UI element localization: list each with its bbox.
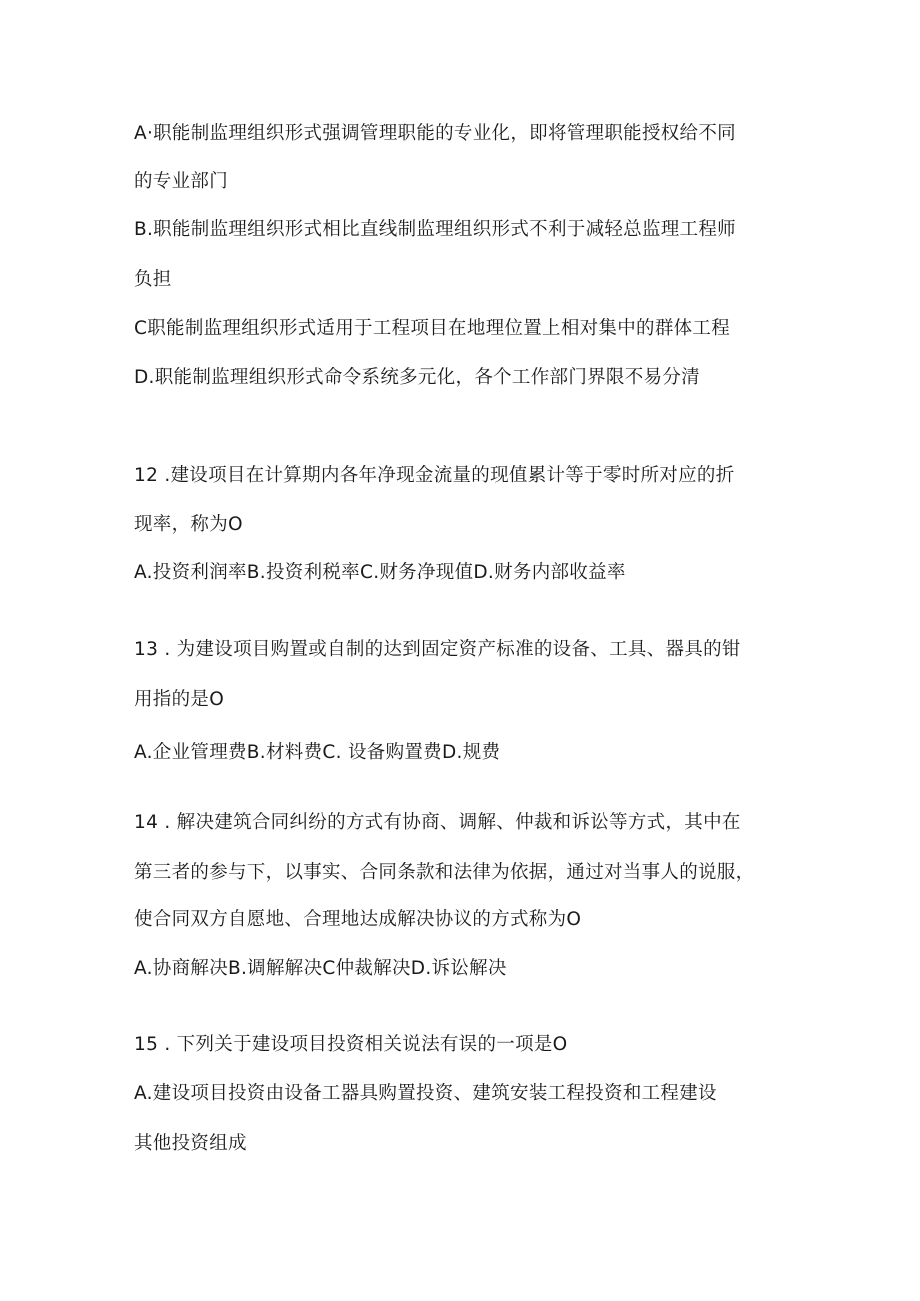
option-b-line-2: 负担: [134, 269, 172, 290]
option-b-line-1: B.职能制监理组织形式相比直线制监理组织形式不利于减轻总监理工程师: [134, 219, 736, 240]
question-12-line-1: 12 .建设项目在计算期内各年净现金流量的现值累计等于零时所对应的折: [134, 465, 735, 486]
option-c-line: C职能制监理组织形式适用于工程项目在地理位置上相对集中的群体工程: [134, 318, 731, 339]
option-a-line-2: 的专业部门: [134, 171, 229, 192]
question-15-option-a-line-2: 其他投资组成: [134, 1133, 247, 1154]
question-12-options: A.投资利润率B.投资利税率C.财务净现值D.财务内部收益率: [134, 562, 626, 583]
option-d-line: D.职能制监理组织形式命令系统多元化，各个工作部门界限不易分清: [134, 367, 700, 388]
question-13-line-1: 13 . 为建设项目购置或自制的达到固定资产标准的设备、工具、器具的钳: [134, 639, 741, 660]
question-12-line-2: 现率，称为O: [134, 514, 243, 535]
option-a-line-1: A·职能制监理组织形式强调管理职能的专业化，即将管理职能授权给不同: [134, 123, 736, 144]
question-13-line-2: 用指的是O: [134, 689, 225, 710]
question-14-line-2: 第三者的参与下，以事实、合同条款和法律为依据，通过对当事人的说服，: [134, 862, 755, 883]
question-14-line-1: 14 . 解决建筑合同纠纷的方式有协商、调解、仲裁和诉讼等方式，其中在: [134, 812, 741, 833]
question-15-option-a-line-1: A.建设项目投资由设备工器具购置投资、建筑安装工程投资和工程建设: [134, 1083, 717, 1104]
question-14-options: A.协商解决B.调解解决C仲裁解决D.诉讼解决: [134, 958, 507, 979]
question-13-options: A.企业管理费B.材料费C. 设备购置费D.规费: [134, 742, 501, 763]
question-15-line-1: 15 . 下列关于建设项目投资相关说法有误的一项是O: [134, 1034, 568, 1055]
question-14-line-3: 使合同双方自愿地、合理地达成解决协议的方式称为O: [134, 909, 582, 930]
